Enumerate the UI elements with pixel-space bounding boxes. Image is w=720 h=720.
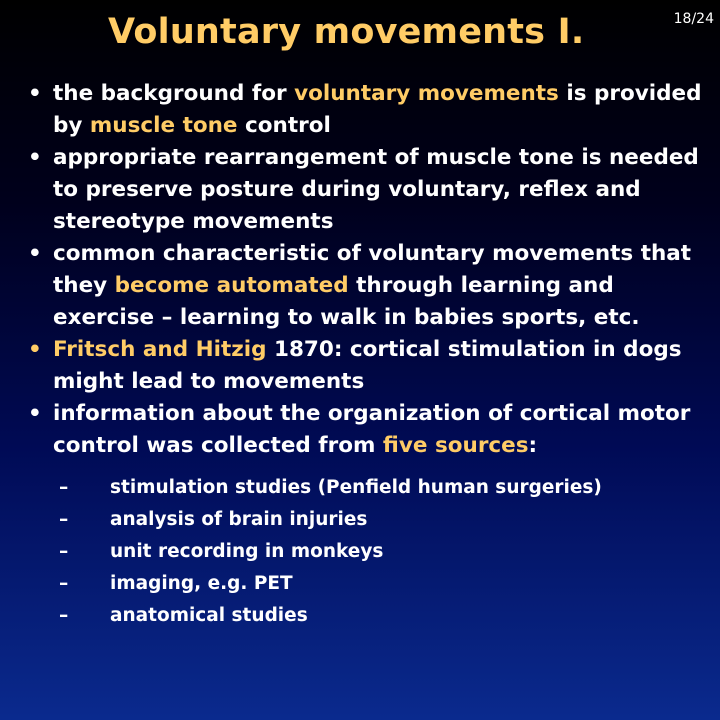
highlight-five-sources: five sources: [382, 433, 529, 458]
source-text: anatomical studies: [110, 605, 308, 626]
bullet-marker: •: [28, 337, 42, 362]
bullet-marker: •: [28, 81, 42, 106]
bullet-list: [28, 78, 708, 632]
bullet-marker: •: [28, 241, 42, 266]
source-text: unit recording in monkeys: [110, 541, 384, 562]
page-number: 18/24: [673, 11, 714, 27]
bullet-muscle-tone-background: [28, 78, 708, 142]
bullet-information-sources: [28, 398, 708, 632]
bullet-text: control: [237, 113, 331, 138]
highlight-voluntary-movements: voluntary movements: [294, 81, 559, 106]
dash-marker: –: [59, 573, 69, 594]
bullet-rearrangement: [28, 142, 708, 238]
bullet-text: appropriate rearrangement of muscle tone is needed to preserve posture during voluntary, reflex and stereotype movements: [53, 145, 699, 234]
source-text: imaging, e.g. PET: [110, 573, 293, 594]
highlight-muscle-tone: muscle tone: [89, 113, 238, 138]
source-item: [53, 568, 708, 600]
dash-marker: –: [59, 477, 69, 498]
highlight-fritsch-and-hitzig: Fritsch and Hitzig: [53, 337, 267, 362]
highlight-become-automated: become automated: [114, 273, 349, 298]
source-item: [53, 536, 708, 568]
bullet-text: information about the organization of cortical motor control was collected from: [53, 401, 691, 458]
source-text: analysis of brain injuries: [110, 509, 368, 530]
bullet-text: through learning and exercise – learning to walk in babies sports, etc.: [53, 273, 640, 330]
source-text: stimulation studies (Penfield human surgeries): [110, 477, 602, 498]
bullet-text: 1870: cortical stimulation in dogs might lead to movements: [53, 337, 682, 394]
bullet-fritsch-hitzig: [28, 334, 708, 398]
bullet-text: is provided by: [53, 81, 702, 138]
bullet-marker: •: [28, 401, 42, 426]
dash-marker: –: [59, 509, 69, 530]
sources-list: [53, 472, 708, 632]
dash-marker: –: [59, 541, 69, 562]
bullet-text: common characteristic of voluntary movements that they: [53, 241, 692, 298]
dash-marker: –: [59, 605, 69, 626]
slide-title: Voluntary movements I.: [108, 12, 585, 52]
bullet-text: the background for: [53, 81, 295, 106]
source-item: [53, 472, 708, 504]
source-item: [53, 600, 708, 632]
bullet-automation: [28, 238, 708, 334]
source-item: [53, 504, 708, 536]
bullet-marker: •: [28, 145, 42, 170]
bullet-text: :: [528, 433, 538, 458]
